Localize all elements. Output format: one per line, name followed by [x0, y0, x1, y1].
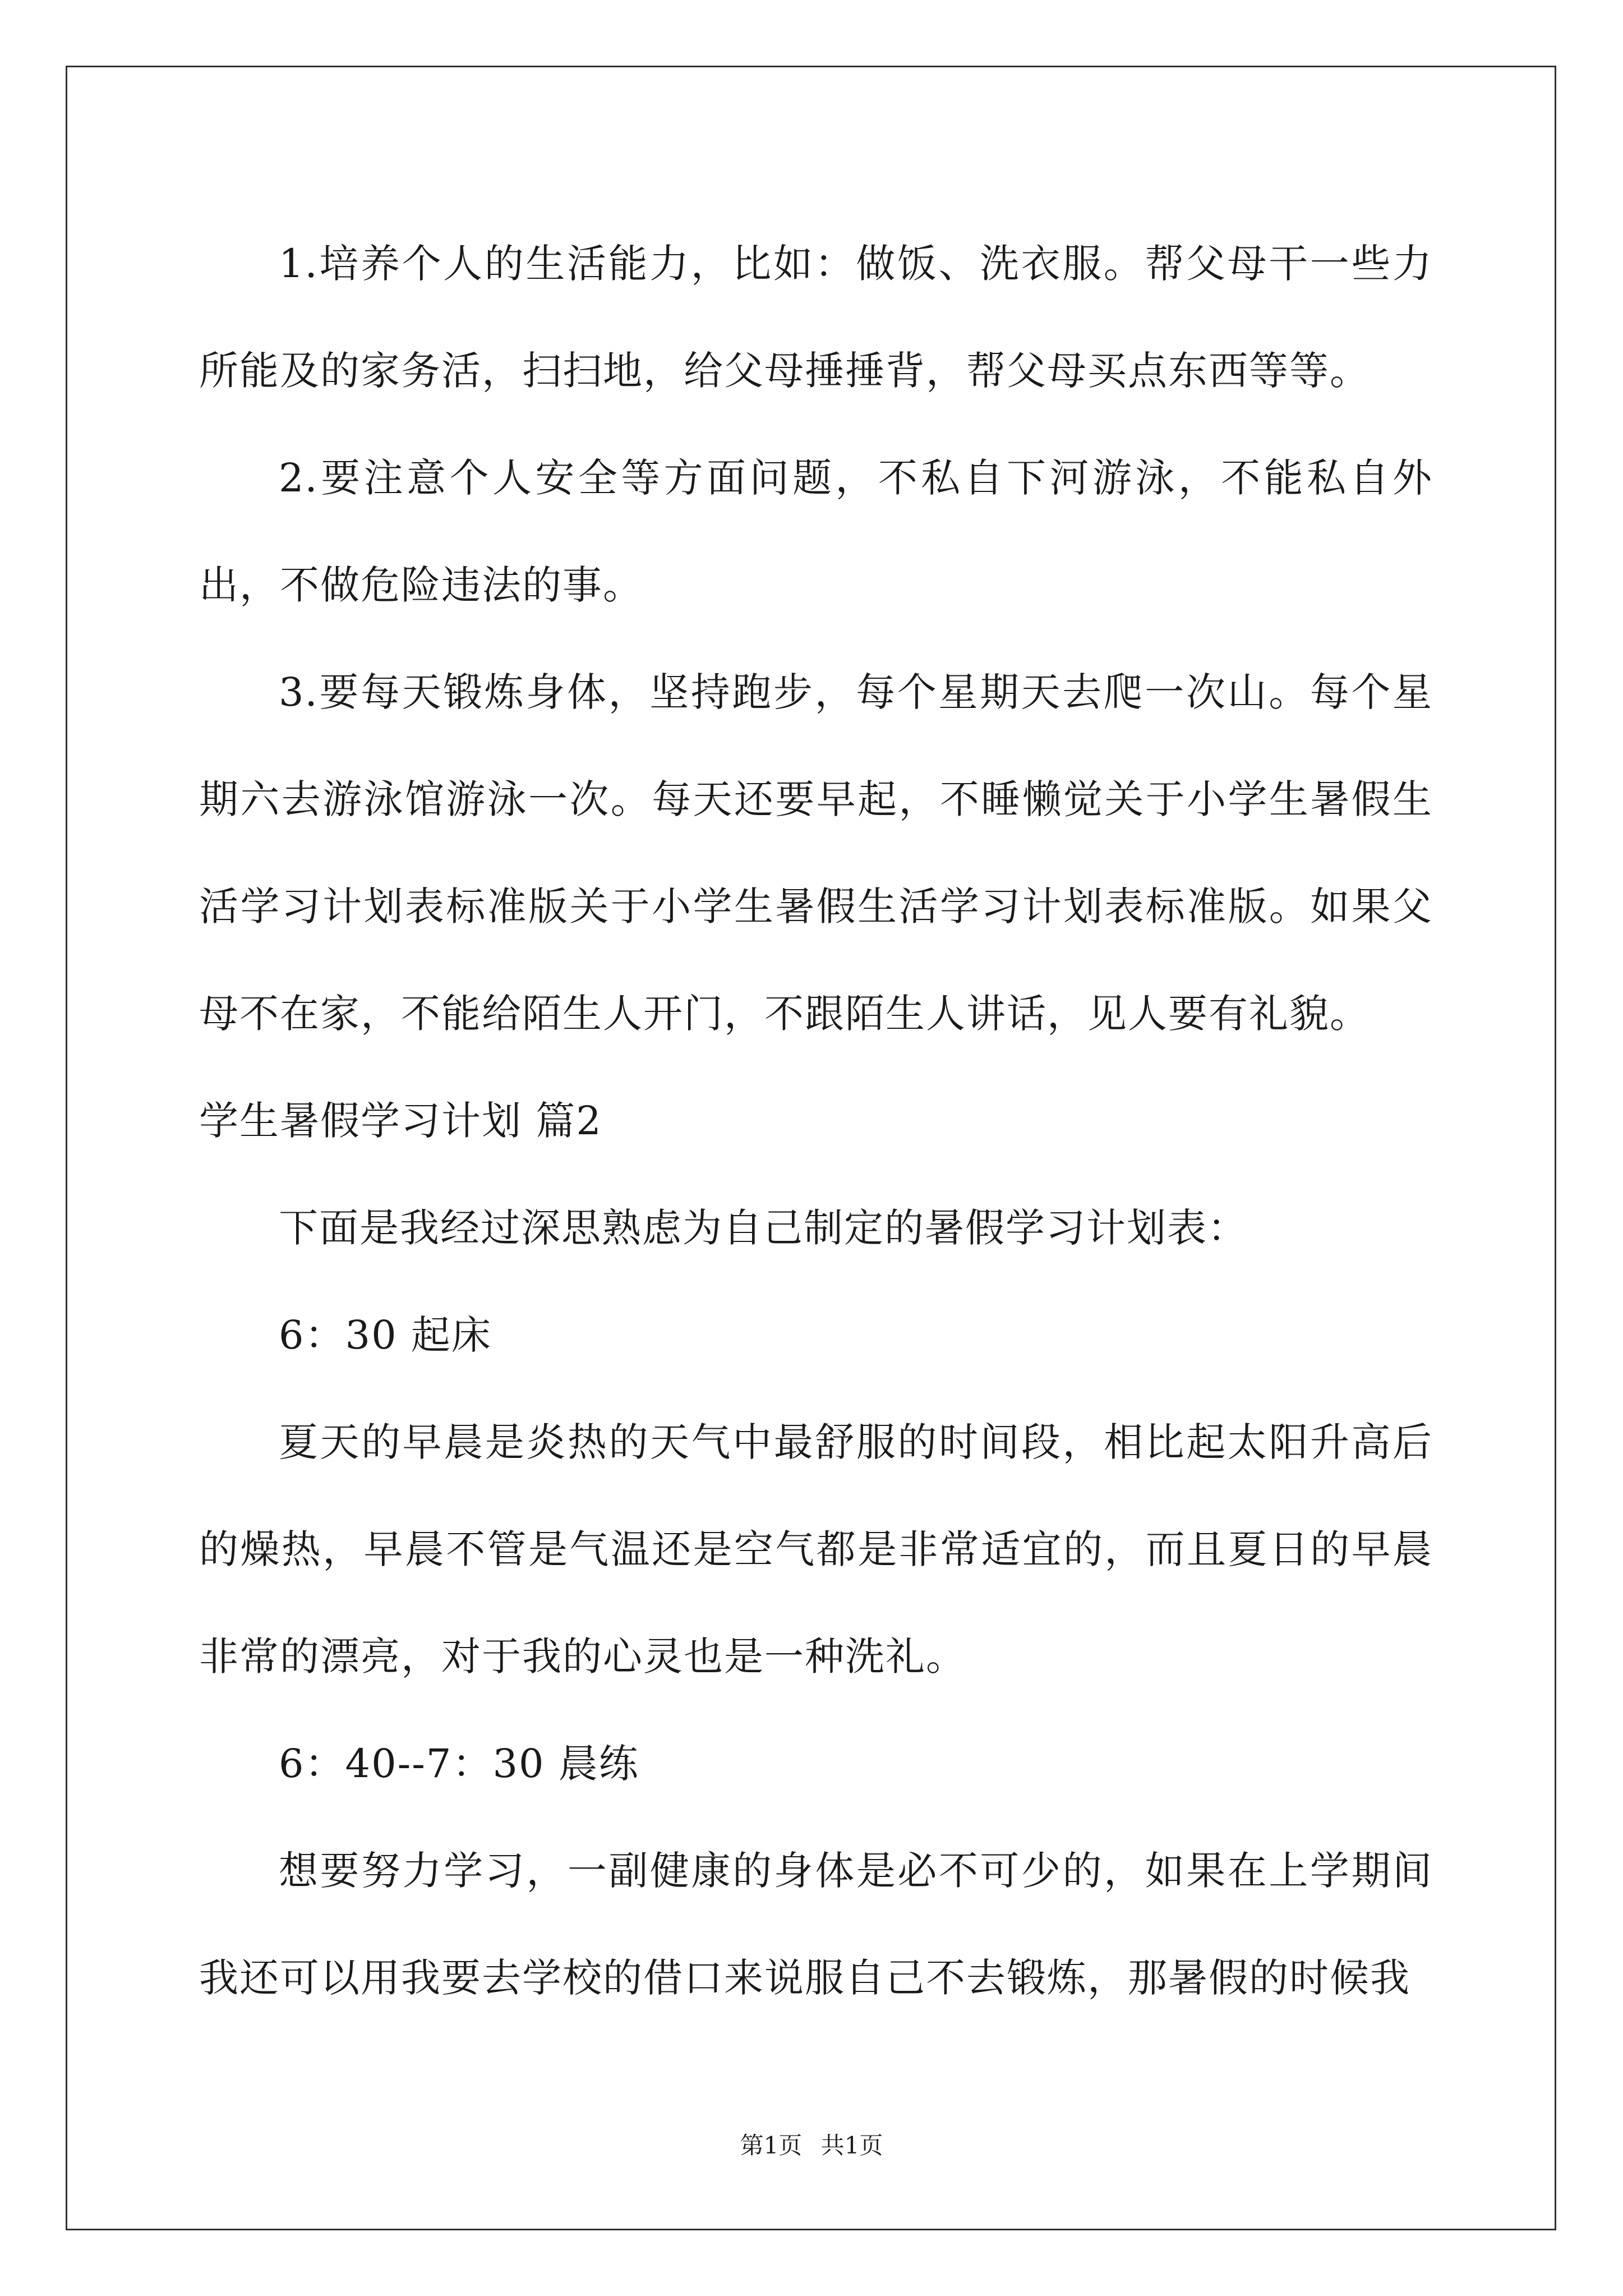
paragraph-3: 3.要每天锻炼身体，坚持跑步，每个星期天去爬一次山。每个星期六去游泳馆游泳一次。每天还要早起，不睡懒觉关于小学生暑假生活学习计划表标准版关于小学生暑假生活学习计划表标准版。如果父母不在家，不能给陌生人开门，不跟陌生人讲话，见人要有礼貌。 — [199, 669, 1433, 1037]
document-body — [199, 210, 1433, 2032]
paragraph-intro: 下面是我经过深思熟虑为自己制定的暑假学习计划表： — [279, 1205, 1248, 1251]
page-number: 第1页 — [740, 2132, 803, 2159]
paragraph-exercise: 想要努力学习，一副健康的身体是必不可少的，如果在上学期间我还可以用我要去学校的借口来说服自己不去锻炼，那暑假的时候我 — [199, 1848, 1433, 2001]
schedule-item-exercise: 6：40--7：30 晨练 — [279, 1741, 639, 1787]
page-footer — [0, 2129, 1623, 2162]
paragraph-morning: 夏天的早晨是炎热的天气中最舒服的时间段，相比起太阳升高后的燥热，早晨不管是气温还是空气都是非常适宜的，而且夏日的早晨非常的漂亮，对于我的心灵也是一种洗礼。 — [199, 1419, 1433, 1680]
page-total: 共1页 — [820, 2132, 883, 2159]
schedule-item-wakeup: 6：30 起床 — [279, 1312, 492, 1358]
paragraph-2: 2.要注意个人安全等方面问题，不私自下河游泳，不能私自外出，不做危险违法的事。 — [199, 455, 1433, 608]
paragraph-1: 1.培养个人的生活能力，比如：做饭、洗衣服。帮父母干一些力所能及的家务活，扫扫地，给父母捶捶背，帮父母买点东西等等。 — [199, 241, 1433, 394]
section-heading: 学生暑假学习计划 篇2 — [199, 1098, 602, 1144]
